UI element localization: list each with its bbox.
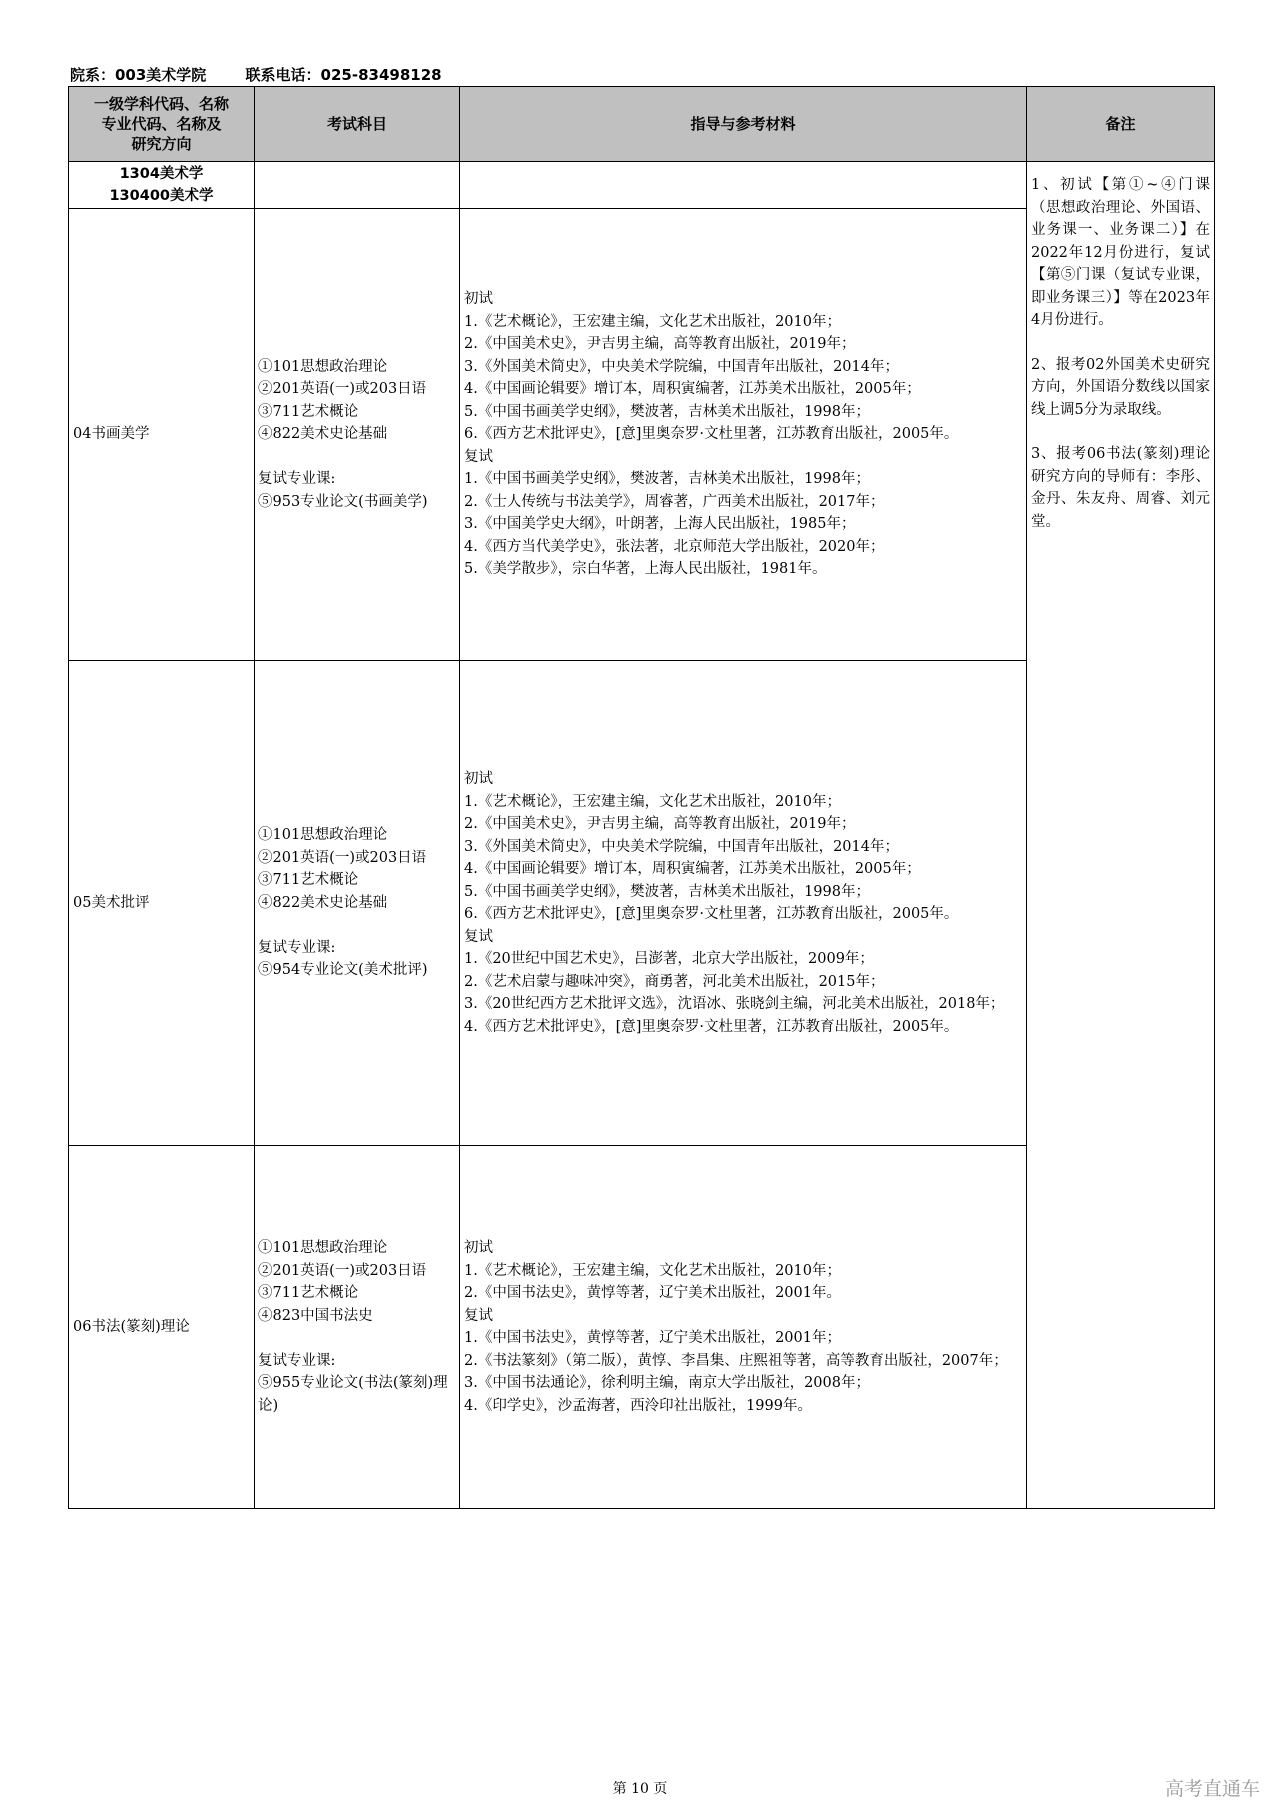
ref-line: 3.《外国美术简史》，中央美术学院编，中国青年出版社，2014年； <box>464 358 899 375</box>
subject-cell <box>69 162 255 209</box>
ref-line: 1.《艺术概论》，王宏建主编，文化艺术出版社，2010年； <box>464 313 841 330</box>
direction-cell: 06书法(篆刻)理论 <box>69 1146 255 1509</box>
column-header-exam: 考试科目 <box>255 87 460 162</box>
ref-line: 复试 <box>464 1307 493 1324</box>
department-label: 院系：003美术学院 <box>70 66 207 84</box>
exam-item: ④822美术史论基础 <box>258 894 388 911</box>
exam-item: ③711艺术概论 <box>258 872 359 889</box>
page-number: 第 10 页 <box>612 1781 668 1797</box>
exam-item: ②201英语(一)或203日语 <box>258 849 427 866</box>
watermark: 高考直通车 <box>1164 1778 1260 1800</box>
exam-cell <box>255 1146 460 1509</box>
ref-line: 4.《西方艺术批评史》，[意]里奥奈罗·文杜里著，江苏教育出版社，2005年。 <box>464 1018 959 1035</box>
exam-item: ④822美术史论基础 <box>258 426 388 443</box>
subject-ref-empty <box>460 162 1027 209</box>
retest-label: 复试专业课: <box>258 1352 336 1369</box>
ref-line: 3.《中国书法通论》，徐利明主编，南京大学出版社，2008年； <box>464 1375 870 1391</box>
exam-item: ①101思想政治理论 <box>258 358 388 375</box>
retest-item: ⑤954专业论文(美术批评) <box>258 962 428 979</box>
reference-cell <box>460 661 1027 1146</box>
remarks-cell <box>1027 162 1215 1509</box>
ref-line: 2.《书法篆刻》（第二版），黄惇、李昌集、庄熙祖等著，高等教育出版社，2007年； <box>464 1352 1008 1369</box>
exam-item: ①101思想政治理论 <box>258 827 388 844</box>
exam-item: ③711艺术概论 <box>258 1285 359 1301</box>
ref-line: 6.《西方艺术批评史》，[意]里奥奈罗·文杜里著，江苏教育出版社，2005年。 <box>464 906 959 922</box>
direction-cell: 05美术批评 <box>69 661 255 1146</box>
page-header <box>70 64 442 85</box>
ref-line: 5.《中国书画美学史纲》，樊波著，吉林美术出版社，1998年； <box>464 883 870 900</box>
major-code-line: 130400美术学 <box>109 188 214 204</box>
exam-item: ④823中国书法史 <box>258 1307 373 1324</box>
ref-line: 2.《中国美术史》，尹吉男主编，高等教育出版社，2019年； <box>464 336 856 353</box>
exam-table <box>68 86 1215 1509</box>
ref-line: 2.《士人传统与书法美学》，周睿著，广西美术出版社，2017年； <box>464 493 885 510</box>
ref-line: 1.《20世纪中国艺术史》，吕澎著，北京大学出版社，2009年； <box>464 951 874 967</box>
ref-line: 初试 <box>464 771 493 787</box>
remark-item: 2、报考02外国美术史研究方向，外国语分数线以国家线上调5分为录取线。 <box>1031 356 1210 418</box>
ref-line: 1.《艺术概论》，王宏建主编，文化艺术出版社，2010年； <box>464 793 841 810</box>
exam-item: ③711艺术概论 <box>258 403 359 420</box>
column-header-remarks: 备注 <box>1027 87 1215 162</box>
ref-line: 1.《中国书法史》，黄惇等著，辽宁美术出版社，2001年； <box>464 1330 841 1346</box>
ref-line: 2.《中国书法史》，黄惇等著，辽宁美术出版社，2001年。 <box>464 1285 841 1301</box>
contact-phone: 联系电话：025-83498128 <box>245 66 442 84</box>
ref-line: 初试 <box>464 1240 493 1256</box>
exam-item: ②201英语(一)或203日语 <box>258 381 427 398</box>
remark-item: 1、初试【第①~④门课（思想政治理论、外国语、业务课一、业务课二）】在2022年12月份进行，复试【第⑤门课（复试专业课，即业务课三）】等在2023年4月份进行。 <box>1031 177 1210 328</box>
exam-cell <box>255 661 460 1146</box>
ref-line: 复试 <box>464 928 493 945</box>
table-header-row <box>69 87 1215 162</box>
subject-row <box>69 162 1215 209</box>
exam-item: ②201英语(一)或203日语 <box>258 1262 427 1279</box>
retest-item: ⑤955专业论文(书法(篆刻)理论) <box>258 1375 448 1414</box>
ref-line: 3.《20世纪西方艺术批评文选》，沈语冰、张晓剑主编，河北美术出版社，2018年； <box>464 996 1005 1012</box>
ref-line: 1.《艺术概论》，王宏建主编，文化艺术出版社，2010年； <box>464 1262 841 1279</box>
ref-line: 4.《中国画论辑要》增订本，周积寅编著，江苏美术出版社，2005年； <box>464 861 921 877</box>
remark-item: 3、报考06书法(篆刻)理论研究方向的导师有：李彤、金丹、朱友舟、周睿、刘元堂。 <box>1031 446 1210 530</box>
reference-cell <box>460 1146 1027 1509</box>
ref-line: 初试 <box>464 291 493 308</box>
ref-line: 4.《西方当代美学史》，张法著，北京师范大学出版社，2020年； <box>464 538 885 555</box>
reference-cell <box>460 209 1027 661</box>
direction-cell: 04书画美学 <box>69 209 255 661</box>
subject-exam-empty <box>255 162 460 209</box>
ref-line: 3.《中国美学史大纲》，叶朗著，上海人民出版社，1985年； <box>464 516 856 533</box>
ref-line: 4.《印学史》，沙孟海著，西泠印社出版社，1999年。 <box>464 1397 812 1414</box>
ref-line: 5.《中国书画美学史纲》，樊波著，吉林美术出版社，1998年； <box>464 403 870 420</box>
ref-line: 4.《中国画论辑要》增订本，周积寅编著，江苏美术出版社，2005年； <box>464 381 921 398</box>
column-header-code: 一级学科代码、名称 专业代码、名称及 研究方向 <box>69 87 255 162</box>
ref-line: 3.《外国美术简史》，中央美术学院编，中国青年出版社，2014年； <box>464 838 899 855</box>
ref-line: 2.《中国美术史》，尹吉男主编，高等教育出版社，2019年； <box>464 816 856 832</box>
retest-item: ⑤953专业论文(书画美学) <box>258 493 428 510</box>
ref-line: 6.《西方艺术批评史》，[意]里奥奈罗·文杜里著，江苏教育出版社，2005年。 <box>464 426 959 443</box>
ref-line: 复试 <box>464 448 493 465</box>
retest-label: 复试专业课: <box>258 939 336 956</box>
ref-line: 2.《艺术启蒙与趣味冲突》，商勇著，河北美术出版社，2015年； <box>464 973 885 990</box>
subject-code-line: 1304美术学 <box>119 165 204 182</box>
ref-line: 5.《美学散步》，宗白华著，上海人民出版社，1981年。 <box>464 561 827 578</box>
ref-line: 1.《中国书画美学史纲》，樊波著，吉林美术出版社，1998年； <box>464 471 870 488</box>
exam-item: ①101思想政治理论 <box>258 1240 388 1256</box>
exam-cell <box>255 209 460 661</box>
retest-label: 复试专业课: <box>258 471 336 488</box>
column-header-reference: 指导与参考材料 <box>460 87 1027 162</box>
